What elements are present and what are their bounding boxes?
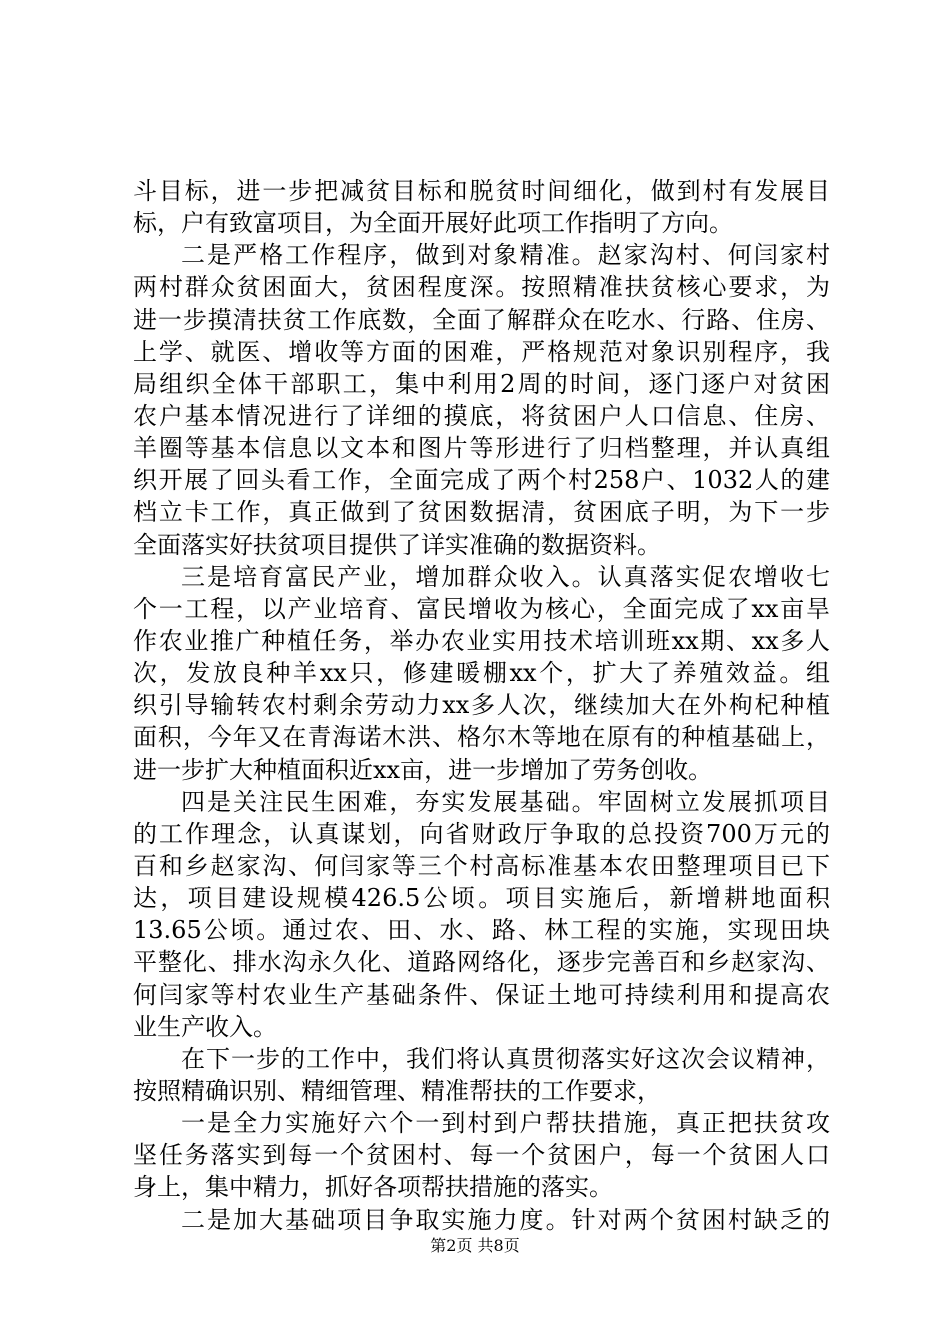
text-line: 标，户有致富项目，为全面开展好此项工作指明了方向。 <box>133 209 733 238</box>
text-line: 在下一步的工作中，我们将认真贯彻落实好这次会议精神， <box>181 1044 830 1073</box>
text-line: 上学、就医、增收等方面的困难，严格规范对象识别程序，我 <box>133 337 830 366</box>
text-line: 次，发放良种羊xx只，修建暖棚xx个，扩大了养殖效益。组 <box>133 659 830 688</box>
text-line: 业生产收入。 <box>133 1012 277 1041</box>
text-line: 作农业推广种植任务，举办农业实用技术培训班xx期、xx多人 <box>133 626 830 655</box>
text-line: 两村群众贫困面大，贫困程度深。按照精准扶贫核心要求，为 <box>133 273 830 302</box>
text-line: 三是培育富民产业，增加群众收入。认真落实促农增收七 <box>181 562 830 591</box>
paragraph <box>133 1107 830 1203</box>
page-body <box>133 175 830 1236</box>
text-line: 局组织全体干部职工，集中利用2周的时间，逐门逐户对贫困 <box>133 369 830 398</box>
text-line: 档立卡工作，真正做到了贫困数据清，贫困底子明，为下一步 <box>133 498 830 527</box>
text-line: 个一工程，以产业培育、富民增收为核心，全面完成了xx亩旱 <box>133 594 830 623</box>
page-footer <box>0 1236 950 1256</box>
paragraph <box>133 175 830 239</box>
text-line: 达，项目建设规模426.5公顷。项目实施后，新增耕地面积 <box>133 884 830 913</box>
text-line: 一是全力实施好六个一到村到户帮扶措施，真正把扶贫攻 <box>181 1109 830 1138</box>
paragraph <box>133 1204 830 1236</box>
page-number: 第2页 共8页 <box>430 1236 520 1255</box>
text-line: 羊圈等基本信息以文本和图片等形进行了归档整理，并认真组 <box>133 434 830 463</box>
text-line: 进一步摸清扶贫工作底数，全面了解群众在吃水、行路、住房、 <box>133 305 830 334</box>
text-line: 全面落实好扶贫项目提供了详实准确的数据资料。 <box>133 530 661 559</box>
text-line: 四是关注民生困难，夯实发展基础。牢固树立发展抓项目 <box>181 787 830 816</box>
paragraph <box>133 239 830 560</box>
paragraph <box>133 786 830 1043</box>
text-line: 斗目标，进一步把减贫目标和脱贫时间细化，做到村有发展目 <box>133 177 830 205</box>
text-line: 织引导输转农村剩余劳动力xx多人次，继续加大在外枸杞种植 <box>133 691 830 720</box>
text-line: 进一步扩大种植面积近xx亩，进一步增加了劳务创收。 <box>133 755 713 784</box>
text-line: 农户基本情况进行了详细的摸底，将贫困户人口信息、住房、 <box>133 401 830 430</box>
text-line: 坚任务落实到每一个贫困村、每一个贫困户，每一个贫困人口 <box>133 1141 830 1170</box>
text-line: 按照精确识别、精细管理、精准帮扶的工作要求， <box>133 1076 661 1105</box>
text-line: 面积，今年又在青海诺木洪、格尔木等地在原有的种植基础上， <box>133 723 830 752</box>
text-line: 何闫家等村农业生产基础条件、保证土地可持续利用和提高农 <box>133 980 830 1009</box>
paragraph <box>133 561 830 786</box>
text-line: 13.65公顷。通过农、田、水、路、林工程的实施，实现田块 <box>133 916 830 945</box>
text-line: 二是加大基础项目争取实施力度。针对两个贫困村缺乏的 <box>181 1205 830 1234</box>
text-line: 二是严格工作程序，做到对象精准。赵家沟村、何闫家村 <box>181 241 830 270</box>
text-line: 织开展了回头看工作，全面完成了两个村258户、1032人的建 <box>133 466 830 495</box>
text-line: 身上，集中精力，抓好各项帮扶措施的落实。 <box>133 1173 613 1202</box>
text-line: 百和乡赵家沟、何闫家等三个村高标准基本农田整理项目已下 <box>133 851 830 880</box>
text-line: 的工作理念，认真谋划，向省财政厅争取的总投资700万元的 <box>133 819 830 848</box>
paragraph <box>133 1043 830 1107</box>
text-line: 平整化、排水沟永久化、道路网络化，逐步完善百和乡赵家沟、 <box>133 948 830 977</box>
